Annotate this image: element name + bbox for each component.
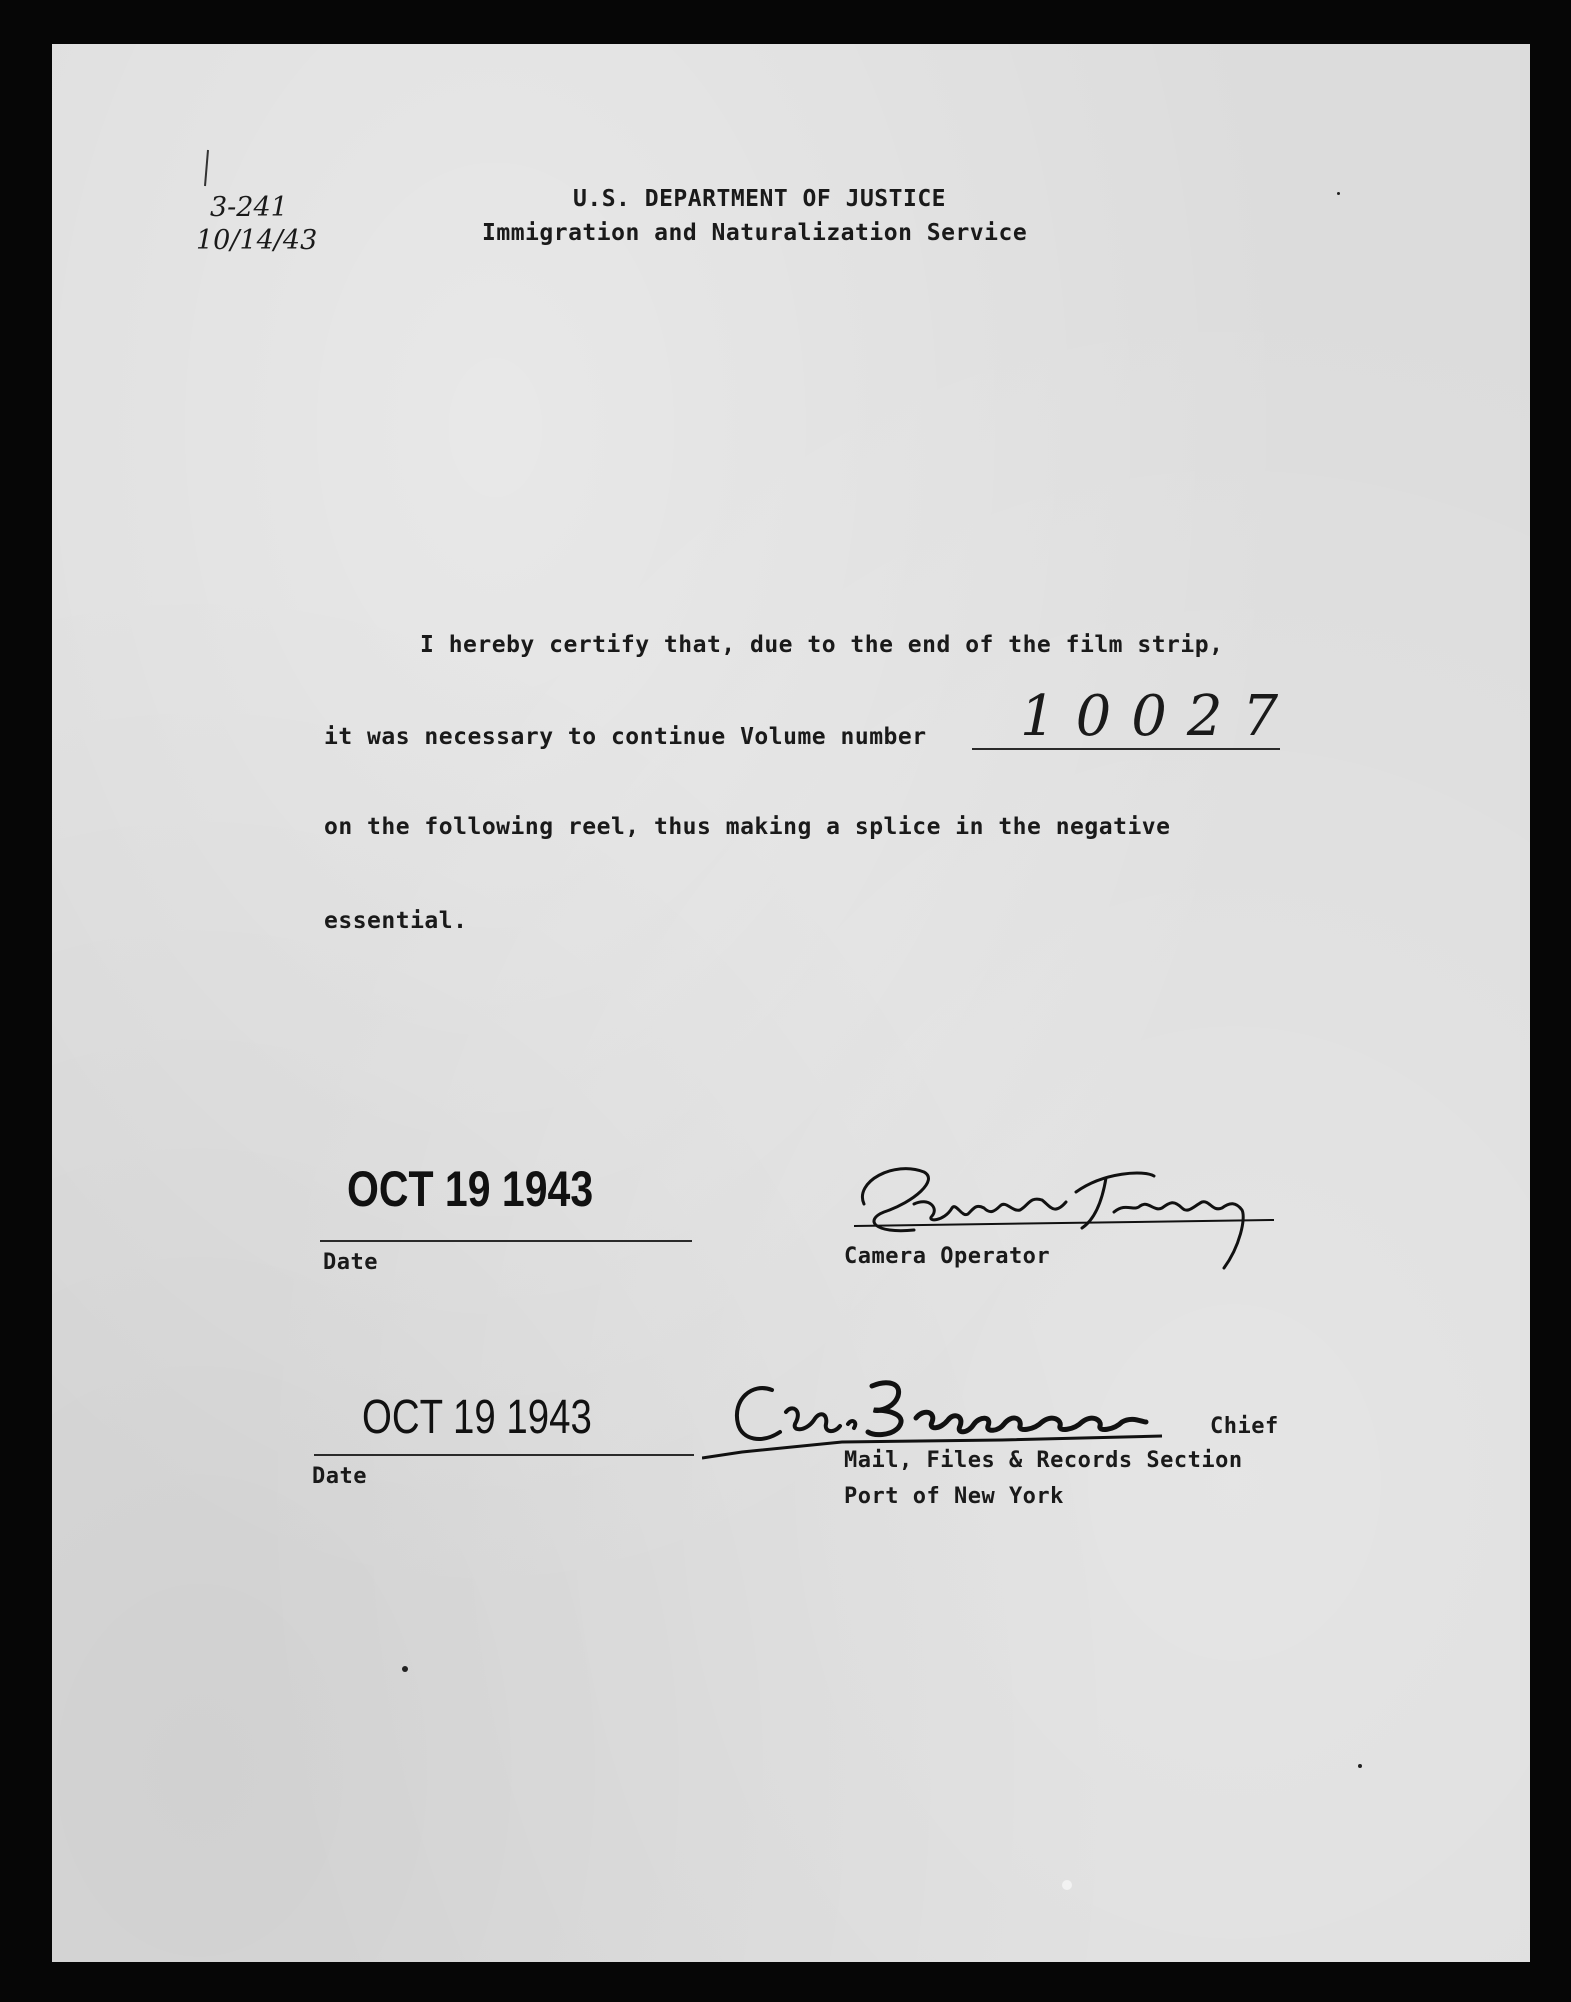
body-line-4: essential. <box>324 908 468 934</box>
agency-heading: U.S. DEPARTMENT OF JUSTICE <box>573 186 947 212</box>
form-number: 3-241 <box>210 192 288 223</box>
date-stamp-2: OCT 19 1943 <box>362 1391 592 1444</box>
scan-speck <box>1358 1764 1362 1768</box>
date-label-2: Date <box>312 1464 367 1489</box>
signature-camera-operator <box>844 1142 1314 1292</box>
document-page <box>52 44 1530 1962</box>
date-line-2 <box>314 1454 694 1456</box>
scan-speck <box>1062 1880 1072 1890</box>
scan-speck <box>402 1666 408 1672</box>
body-line-3: on the following reel, thus making a splice in the negative <box>324 814 1171 840</box>
scan-speck <box>1337 192 1340 195</box>
pencil-mark-icon <box>202 148 214 188</box>
date-label-1: Date <box>323 1250 378 1275</box>
date-line-1 <box>320 1240 692 1242</box>
volume-number-value: 10027 <box>1020 684 1299 749</box>
body-line-1: I hereby certify that, due to the end of the film strip, <box>420 632 1224 658</box>
body-line-2: it was necessary to continue Volume number <box>324 724 927 750</box>
service-heading: Immigration and Naturalization Service <box>482 220 1028 246</box>
form-date: 10/14/43 <box>196 225 318 256</box>
title-chief: Chief <box>1210 1414 1279 1439</box>
date-stamp-1: OCT 19 1943 <box>347 1161 594 1217</box>
title-mail-files-records: Mail, Files & Records Section <box>844 1448 1243 1473</box>
title-port-of-new-york: Port of New York <box>844 1484 1064 1509</box>
title-camera-operator: Camera Operator <box>844 1244 1051 1269</box>
